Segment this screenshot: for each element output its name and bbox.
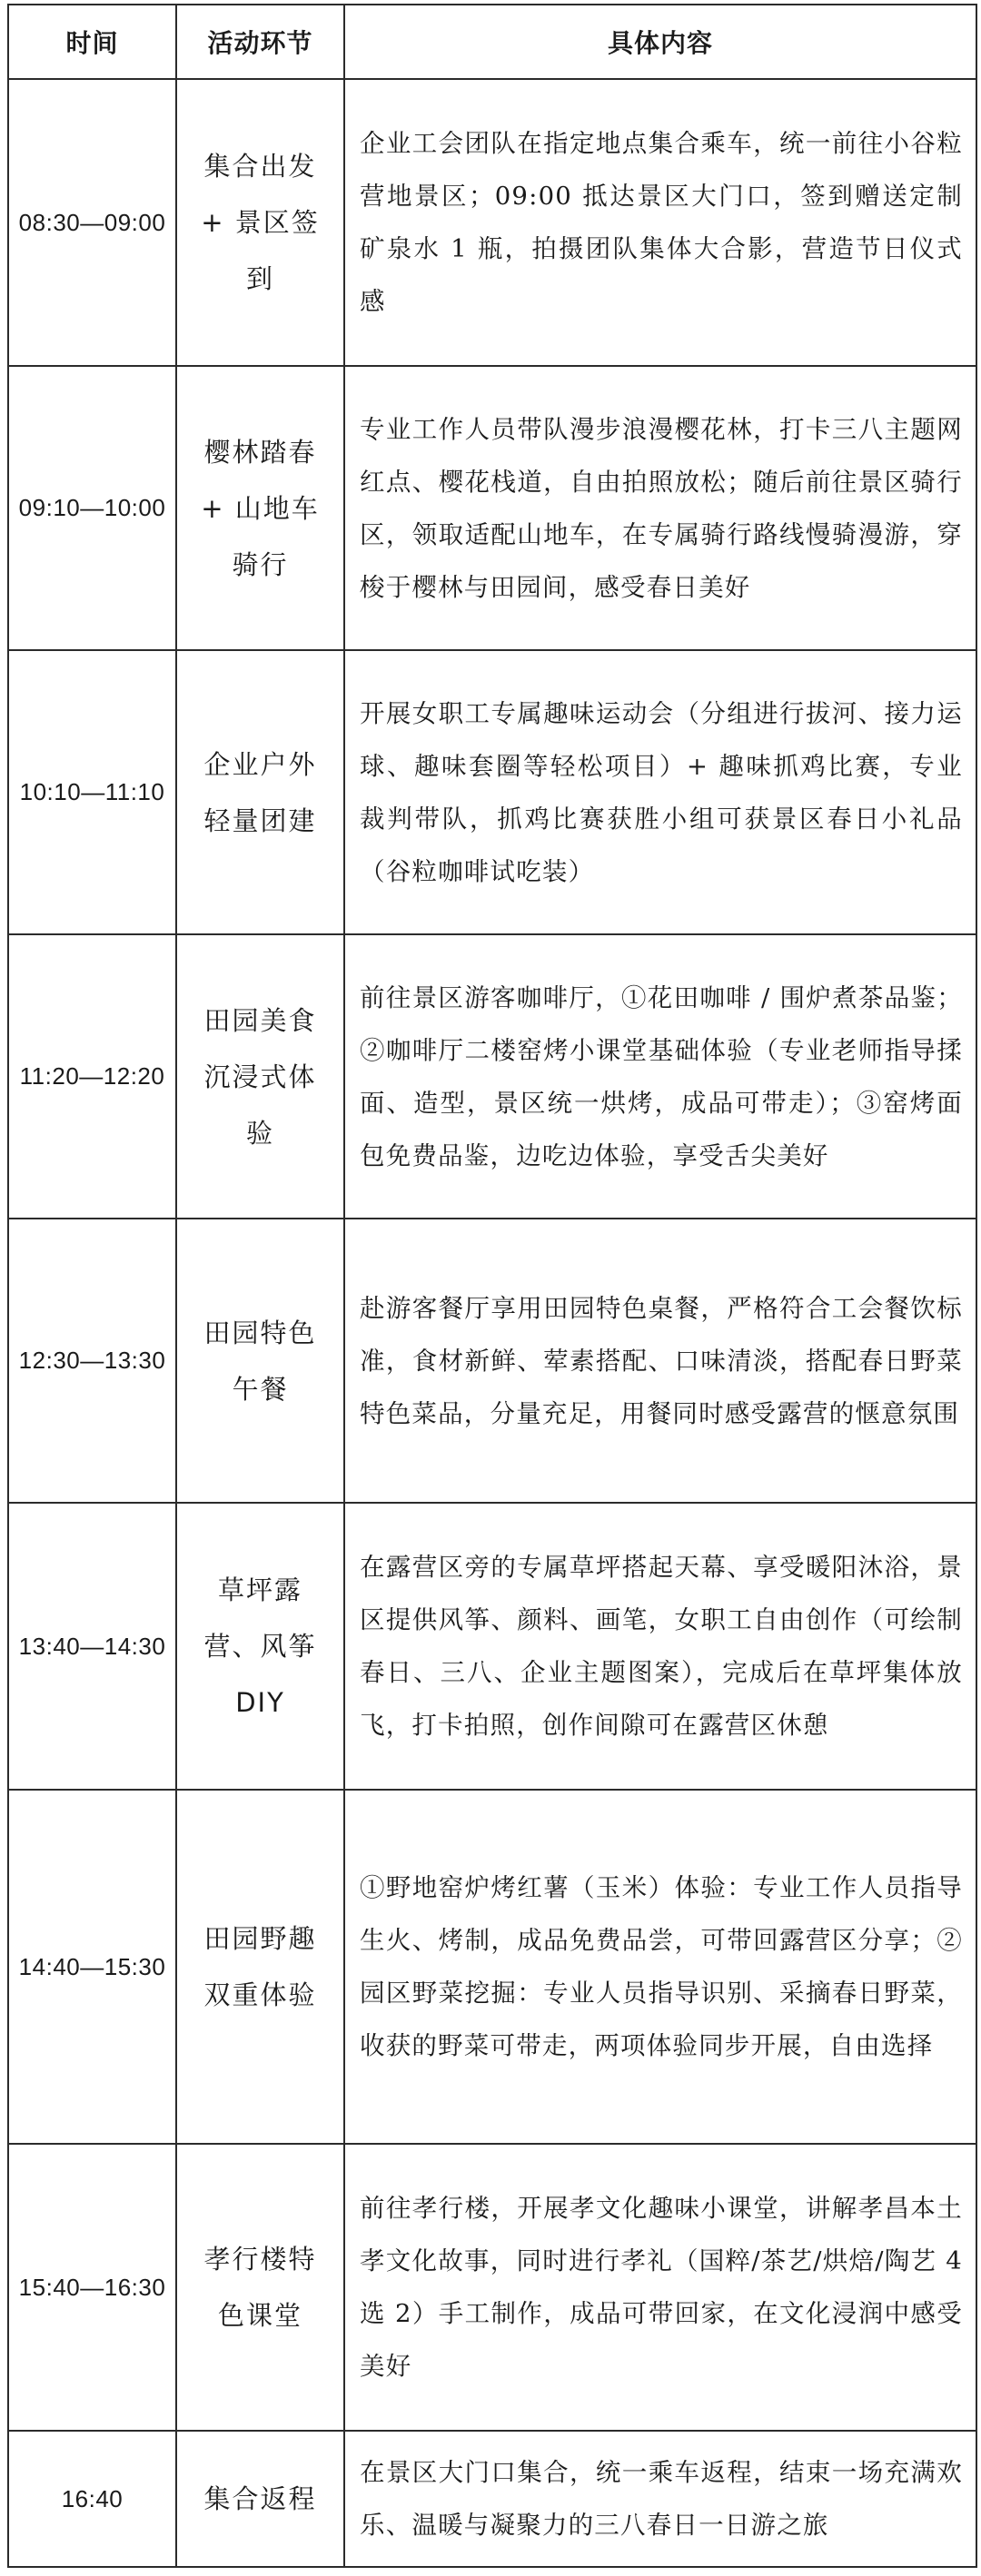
header-segment: 活动环节 xyxy=(176,5,344,79)
row-time: 16:40 xyxy=(8,2431,176,2567)
row-time: 14:40—15:30 xyxy=(8,1790,176,2144)
row-segment: 企业户外轻量团建 xyxy=(176,650,344,934)
row-segment: 草坪露营、风筝 DIY xyxy=(176,1503,344,1790)
row-time: 10:10—11:10 xyxy=(8,650,176,934)
table-row xyxy=(8,2144,976,2431)
row-content: 前往景区游客咖啡厅，①花田咖啡 / 围炉煮茶品鉴；②咖啡厅二楼窑烤小课堂基础体验（专业老师指导揉面、造型，景区统一烘烤，成品可带走）；③窑烤面包免费品鉴，边吃边体验，享受舌尖美好 xyxy=(344,934,976,1219)
table-row xyxy=(8,2431,976,2567)
table-row xyxy=(8,934,976,1219)
row-time: 15:40—16:30 xyxy=(8,2144,176,2431)
row-content: 在露营区旁的专属草坪搭起天幕、享受暖阳沐浴，景区提供风筝、颜料、画笔，女职工自由创作（可绘制春日、三八、企业主题图案），完成后在草坪集体放飞，打卡拍照，创作间隙可在露营区休憩 xyxy=(344,1503,976,1790)
row-content: 开展女职工专属趣味运动会（分组进行拔河、接力运球、趣味套圈等轻松项目）+ 趣味抓鸡比赛，专业裁判带队，抓鸡比赛获胜小组可获景区春日小礼品（谷粒咖啡试吃装） xyxy=(344,650,976,934)
row-time: 09:10—10:00 xyxy=(8,366,176,650)
row-time: 13:40—14:30 xyxy=(8,1503,176,1790)
table-row xyxy=(8,1503,976,1790)
table-row xyxy=(8,650,976,934)
row-segment: 孝行楼特色课堂 xyxy=(176,2144,344,2431)
table-header-row xyxy=(8,5,976,79)
row-segment: 田园特色午餐 xyxy=(176,1219,344,1503)
table-row xyxy=(8,366,976,650)
row-segment: 田园美食沉浸式体验 xyxy=(176,934,344,1219)
row-time: 08:30—09:00 xyxy=(8,79,176,366)
row-time: 11:20—12:20 xyxy=(8,934,176,1219)
table-row xyxy=(8,1790,976,2144)
row-content: 企业工会团队在指定地点集合乘车，统一前往小谷粒营地景区；09:00 抵达景区大门口，签到赠送定制矿泉水 1 瓶，拍摄团队集体大合影，营造节日仪式感 xyxy=(344,79,976,366)
row-content: ①野地窑炉烤红薯（玉米）体验：专业工作人员指导生火、烤制，成品免费品尝，可带回露营区分享；②园区野菜挖掘：专业人员指导识别、采摘春日野菜，收获的野菜可带走，两项体验同步开展，自由选择 xyxy=(344,1790,976,2144)
schedule-table xyxy=(7,4,977,2568)
header-time: 时间 xyxy=(8,5,176,79)
row-time: 12:30—13:30 xyxy=(8,1219,176,1503)
header-content: 具体内容 xyxy=(344,5,976,79)
row-segment: 樱林踏春 + 山地车骑行 xyxy=(176,366,344,650)
row-segment: 集合出发 + 景区签到 xyxy=(176,79,344,366)
row-segment: 田园野趣双重体验 xyxy=(176,1790,344,2144)
row-content: 专业工作人员带队漫步浪漫樱花林，打卡三八主题网红点、樱花栈道，自由拍照放松；随后前往景区骑行区，领取适配山地车，在专属骑行路线慢骑漫游，穿梭于樱林与田园间，感受春日美好 xyxy=(344,366,976,650)
row-content: 赴游客餐厅享用田园特色桌餐，严格符合工会餐饮标准，食材新鲜、荤素搭配、口味清淡，搭配春日野菜特色菜品，分量充足，用餐同时感受露营的惬意氛围 xyxy=(344,1219,976,1503)
row-content: 在景区大门口集合，统一乘车返程，结束一场充满欢乐、温暖与凝聚力的三八春日一日游之旅 xyxy=(344,2431,976,2567)
row-segment: 集合返程 xyxy=(176,2431,344,2567)
row-content: 前往孝行楼，开展孝文化趣味小课堂，讲解孝昌本土孝文化故事，同时进行孝礼（国粹/茶艺/烘焙/陶艺 4 选 2）手工制作，成品可带回家，在文化浸润中感受美好 xyxy=(344,2144,976,2431)
table-row xyxy=(8,79,976,366)
table-row xyxy=(8,1219,976,1503)
